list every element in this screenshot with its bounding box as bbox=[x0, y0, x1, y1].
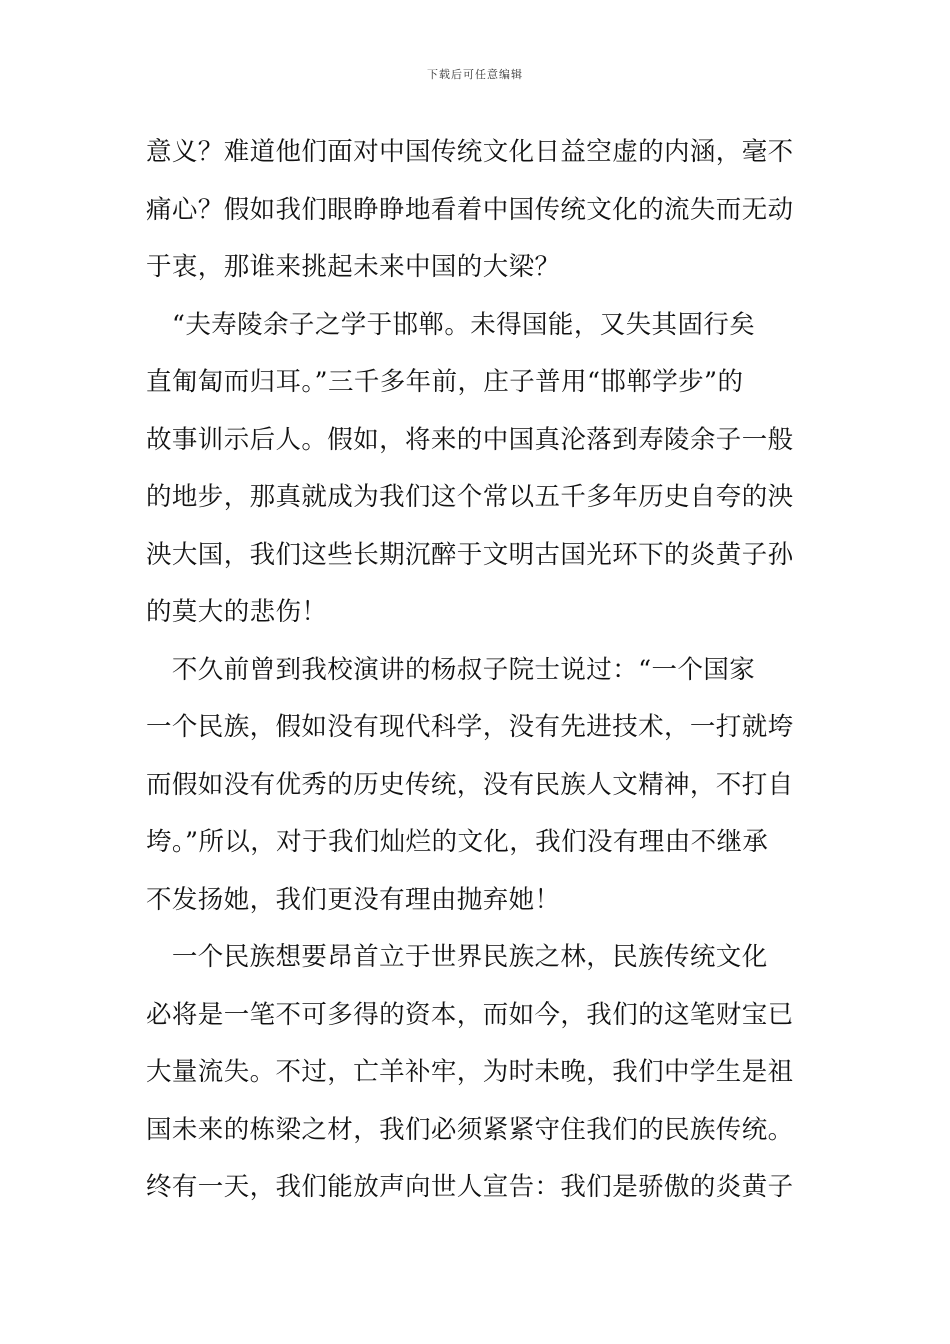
text-line: 痛心？假如我们眼睁睁地看着中国传统文化的流失而无动 bbox=[146, 194, 794, 225]
text-line: 大量流失。不过，亡羊补牢，为时未晚，我们中学生是祖 bbox=[146, 1057, 794, 1087]
page-header: 下载后可任意编辑 bbox=[427, 68, 523, 81]
text-line: 必将是一笔不可多得的资本，而如今，我们的这笔财宝已 bbox=[146, 999, 794, 1030]
text-line: 不发扬她，我们更没有理由抛弃她！ bbox=[146, 884, 561, 915]
text-line: 国未来的栋梁之材，我们必须紧紧守住我们的民族传统。 bbox=[146, 1114, 794, 1145]
text-line: “夫寿陵余子之学于邯郸。未得国能，又失其固行矣 bbox=[146, 309, 756, 340]
text-line: 直匍匐而归耳。”三千多年前，庄子普用“邯郸学步”的 bbox=[146, 367, 744, 397]
text-line: 一个民族，假如没有现代科学，没有先进技术，一打就垮 bbox=[146, 712, 794, 742]
body-text bbox=[146, 127, 808, 1220]
text-line: 垮。”所以，对于我们灿烂的文化，我们没有理由不继承 bbox=[146, 827, 769, 857]
text-line: 的地步，那真就成为我们这个常以五千多年历史自夸的泱 bbox=[146, 482, 794, 512]
text-line: 一个民族想要昂首立于世界民族之林，民族传统文化 bbox=[146, 942, 768, 972]
text-line: 于衷，那谁来挑起未来中国的大梁？ bbox=[146, 252, 561, 282]
text-line: 而假如没有优秀的历史传统，没有民族人文精神，不打自 bbox=[146, 769, 794, 800]
text-line: 不久前曾到我校演讲的杨叔子院士说过：“一个国家 bbox=[146, 654, 756, 685]
text-line: 的莫大的悲伤！ bbox=[146, 597, 328, 627]
text-line: 泱大国，我们这些长期沉醉于文明古国光环下的炎黄子孙 bbox=[146, 539, 794, 570]
text-line: 终有一天，我们能放声向世人宣告：我们是骄傲的炎黄子 bbox=[146, 1172, 794, 1202]
text-line: 故事训示后人。假如，将来的中国真沦落到寿陵余子一般 bbox=[146, 424, 794, 455]
text-line: 意义？难道他们面对中国传统文化日益空虚的内涵，毫不 bbox=[146, 137, 794, 167]
